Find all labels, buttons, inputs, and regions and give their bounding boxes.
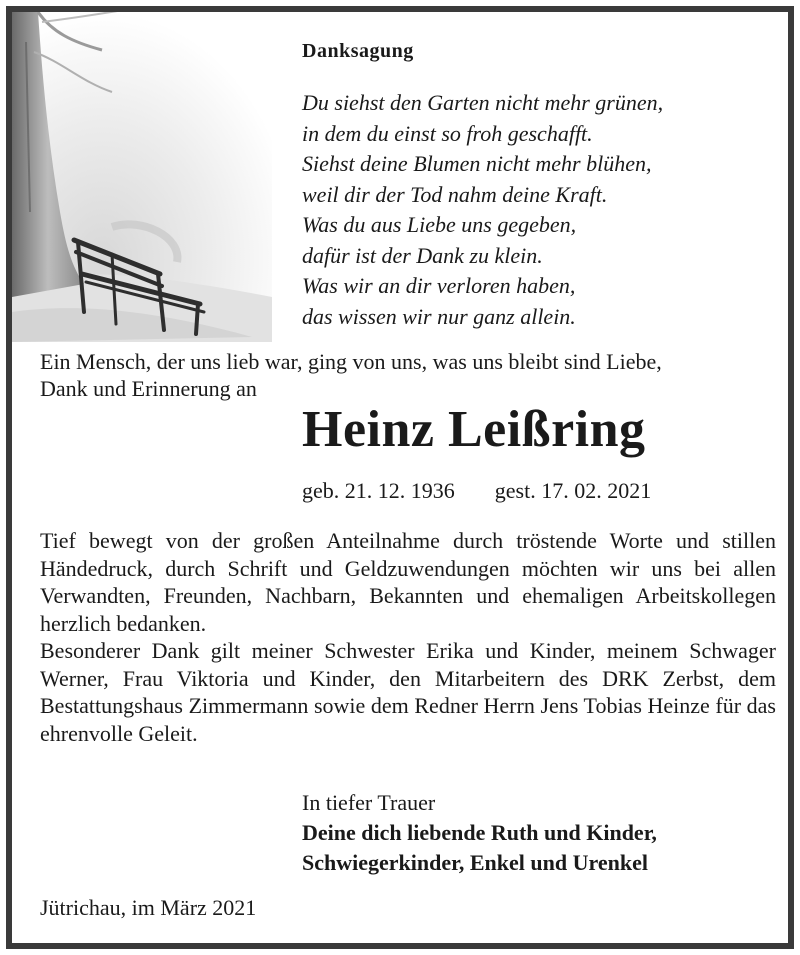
thanks-text (40, 527, 776, 747)
obituary-frame (6, 6, 794, 949)
thanks-paragraph: Tief bewegt von der großen Anteilnahme durch tröstende Worte und stillen Händedruck, durch Schrift und Geldzuwendungen möchten wir uns bei allen Verwandten, Freunden, Nachbarn, Bekannten und ehemaligen Arbeitskollegen herzlich bedanken. (40, 528, 776, 636)
poem-line: das wissen wir nur ganz allein. (302, 303, 576, 329)
thanks-paragraph: Besonderer Dank gilt meiner Schwester Erika und Kinder, meinem Schwager Werner, Frau Viktoria und Kinder, den Mitarbeitern des DRK Zerbst, dem Bestattungshaus Zimmermann sowie dem Redner Herrn Jens Tobias Heinze für das ehrenvolle Geleit. (40, 638, 776, 746)
poem (302, 88, 663, 332)
death-date: gest. 17. 02. 2021 (494, 478, 652, 503)
signature-block (302, 788, 657, 878)
poem-line: Was du aus Liebe uns gegeben, (302, 212, 577, 237)
signature-line: Schwiegerkinder, Enkel und Urenkel (302, 850, 648, 875)
life-dates (302, 478, 651, 504)
closing-intro: In tiefer Trauer (302, 790, 436, 815)
intro-text (40, 348, 780, 402)
tree-bench-illustration (12, 12, 272, 342)
birth-date: geb. 21. 12. 1936 (302, 478, 455, 503)
poem-line: weil dir der Tod nahm deine Kraft. (302, 181, 608, 207)
poem-line: Siehst deine Blumen nicht mehr blühen, (302, 151, 652, 176)
place-date: Jütrichau, im März 2021 (40, 895, 257, 920)
heading: Danksagung (302, 40, 414, 62)
intro-line: Dank und Erinnerung an (40, 376, 257, 401)
poem-line: in dem du einst so froh geschafft. (302, 120, 593, 146)
poem-line: Du siehst den Garten nicht mehr grünen, (302, 90, 664, 115)
poem-line: dafür ist der Dank zu klein. (302, 242, 543, 268)
poem-line: Was wir an dir verloren haben, (302, 273, 576, 298)
intro-line: Ein Mensch, der uns lieb war, ging von uns, was uns bleibt sind Liebe, (40, 349, 662, 374)
signature-line: Deine dich liebende Ruth und Kinder, (302, 820, 657, 845)
deceased-name: Heinz Leißring (302, 401, 646, 458)
